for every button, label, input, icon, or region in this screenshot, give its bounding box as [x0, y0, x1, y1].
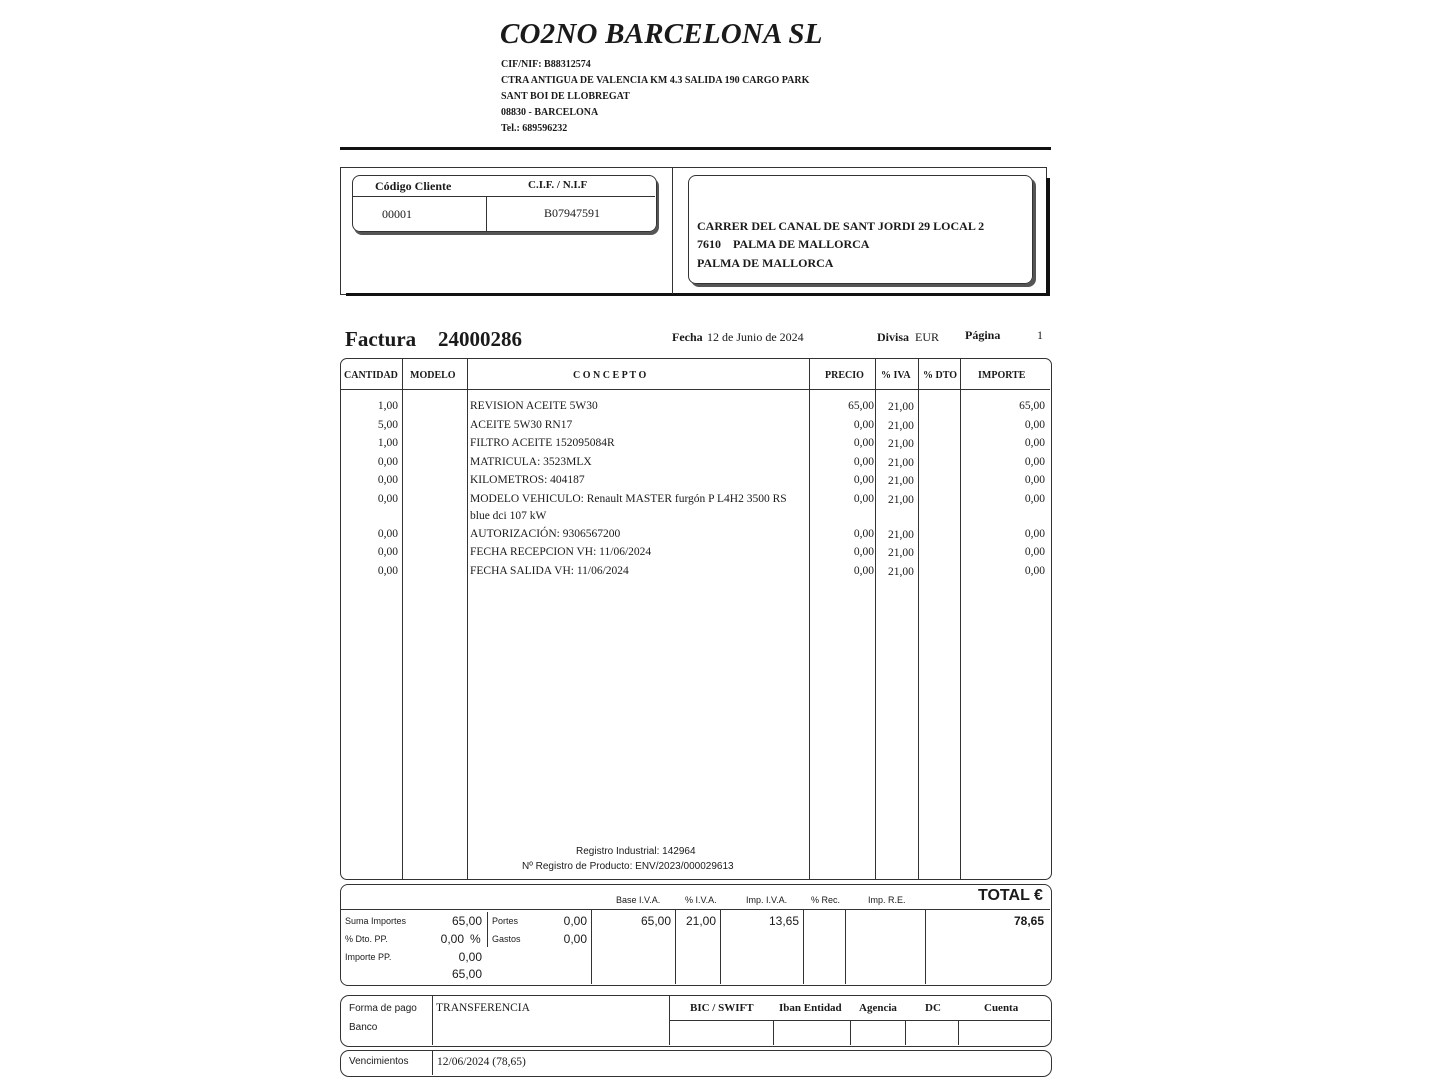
dto-pp-label: % Dto. PP. — [345, 934, 388, 944]
row-precio: 65,00 — [848, 400, 874, 412]
row-cantidad: 1,00 — [377, 400, 398, 412]
row-iva: 21,00 — [888, 419, 914, 432]
row-concepto: FILTRO ACEITE 152095084R — [470, 437, 615, 449]
row-iva: 21,00 — [888, 547, 914, 559]
company-name: CO2NO BARCELONA SL — [500, 18, 823, 50]
client-address-zip: 7610 — [697, 237, 721, 251]
col-divider — [960, 359, 961, 879]
company-postal: 08830 - BARCELONA — [501, 107, 599, 118]
row-importe: 0,00 — [1024, 418, 1045, 431]
row-precio: 0,00 — [853, 437, 874, 449]
suma-importes-label: Suma Importes — [345, 916, 407, 926]
row-importe: 0,00 — [1024, 474, 1045, 486]
portes-label: Portes — [492, 916, 519, 926]
dc-label: DC — [925, 1002, 941, 1014]
header-divider — [340, 147, 1051, 150]
dto-pp-percent: % — [470, 932, 481, 946]
row-concepto: FECHA SALIDA VH: 11/06/2024 — [470, 564, 629, 577]
row-iva: 21,00 — [888, 565, 914, 578]
client-address-line3: PALMA DE MALLORCA — [697, 256, 834, 270]
imp-iva: 13,65 — [768, 914, 799, 928]
row-importe: 0,00 — [1024, 546, 1045, 558]
row-cantidad: 1,00 — [377, 437, 398, 449]
col-divider — [875, 359, 876, 879]
row-importe: 0,00 — [1024, 564, 1045, 577]
payment-divider — [850, 1020, 851, 1045]
total-amount: 78,65 — [1013, 914, 1044, 928]
header-dto: % DTO — [923, 370, 957, 381]
dto-pp: 0,00 — [440, 932, 464, 946]
payment-divider — [773, 1020, 774, 1045]
row-iva: 21,00 — [888, 456, 914, 469]
client-code: 00001 — [382, 207, 412, 221]
base-iva: 65,00 — [640, 914, 671, 928]
payment-divider — [432, 996, 433, 1045]
currency-label: Divisa — [877, 330, 910, 344]
row-cantidad: 0,00 — [377, 546, 398, 558]
row-importe: 65,00 — [1019, 400, 1045, 412]
col-divider — [402, 359, 403, 879]
registro-producto: Nº Registro de Producto: ENV/2023/000029613 — [522, 861, 734, 872]
row-concepto: FECHA RECEPCION VH: 11/06/2024 — [470, 546, 652, 558]
client-cif: B07947591 — [544, 206, 601, 220]
subtotal: 65,00 — [451, 967, 482, 981]
col-divider — [918, 359, 919, 879]
row-precio: 0,00 — [853, 474, 874, 486]
row-precio: 0,00 — [853, 546, 874, 558]
pct-iva: 21,00 — [686, 914, 717, 928]
row-concepto: MATRICULA: 3523MLX — [470, 455, 592, 468]
iban-label: Iban Entidad — [779, 1002, 842, 1014]
client-id-box-col — [486, 196, 487, 231]
header-importe: IMPORTE — [978, 370, 1026, 381]
col-divider — [809, 359, 810, 879]
row-iva: 21,00 — [888, 528, 914, 541]
row-cantidad: 0,00 — [377, 527, 398, 540]
payment-divider — [905, 1020, 906, 1045]
payment-rule — [669, 1020, 1050, 1021]
totals-divider — [845, 909, 846, 984]
portes: 0,00 — [563, 914, 587, 928]
importe-pp: 0,00 — [458, 950, 482, 964]
vencimientos-divider — [432, 1051, 433, 1075]
client-section-shadow-bottom — [346, 293, 1050, 296]
header-concepto: C O N C E P T O — [573, 370, 647, 381]
suma-importes: 65,00 — [451, 914, 482, 928]
col-divider — [467, 359, 468, 879]
client-id-box-rule — [353, 196, 655, 197]
company-city: SANT BOI DE LLOBREGAT — [501, 91, 630, 102]
gastos: 0,00 — [563, 932, 587, 946]
row-cantidad: 0,00 — [377, 492, 398, 505]
items-table-header-rule — [341, 389, 1050, 390]
row-precio: 0,00 — [853, 527, 874, 540]
imp-re-label: Imp. R.E. — [868, 895, 906, 905]
page-label: Página — [965, 328, 1001, 342]
agencia-label: Agencia — [859, 1002, 897, 1014]
invoice-label: Factura — [345, 327, 417, 351]
registro-industrial: Registro Industrial: 142964 — [576, 846, 696, 857]
client-address-city: PALMA DE MALLORCA — [733, 237, 870, 251]
row-concepto: ACEITE 5W30 RN17 — [470, 418, 573, 431]
row-cantidad: 0,00 — [377, 474, 398, 486]
header-iva: % IVA — [881, 370, 911, 381]
row-iva: 21,00 — [888, 493, 914, 506]
forma-pago-label: Forma de pago — [349, 1003, 417, 1014]
bic-label: BIC / SWIFT — [690, 1002, 754, 1014]
totals-divider — [925, 909, 926, 984]
totals-divider — [675, 909, 676, 984]
imp-iva-label: Imp. I.V.A. — [746, 895, 788, 905]
vencimientos-label: Vencimientos — [349, 1056, 409, 1067]
totals-divider — [803, 909, 804, 984]
company-cif: CIF/NIF: B88312574 — [501, 59, 591, 70]
row-importe: 0,00 — [1024, 455, 1045, 468]
company-address: CTRA ANTIGUA DE VALENCIA KM 4.3 SALIDA 190 CARGO PARK — [501, 75, 810, 86]
row-concepto: AUTORIZACIÓN: 9306567200 — [470, 527, 621, 540]
total-label: TOTAL € — [978, 887, 1043, 904]
payment-divider — [958, 1020, 959, 1045]
currency-value: EUR — [915, 330, 939, 344]
client-section-divider — [672, 167, 673, 294]
row-cantidad: 5,00 — [377, 418, 398, 431]
row-precio: 0,00 — [853, 492, 874, 505]
page-number: 1 — [1037, 328, 1043, 342]
row-cantidad: 0,00 — [377, 564, 398, 577]
forma-pago: TRANSFERENCIA — [436, 1002, 530, 1014]
invoice-date: 12 de Junio de 2024 — [707, 330, 804, 344]
base-iva-label: Base I.V.A. — [616, 895, 661, 905]
totals-divider — [720, 909, 721, 984]
items-table — [340, 358, 1052, 880]
date-label: Fecha — [672, 330, 703, 344]
totals-header-rule — [341, 909, 1050, 910]
row-concepto-cont: blue dci 107 kW — [470, 509, 547, 522]
row-iva: 21,00 — [888, 438, 914, 450]
row-concepto: REVISION ACEITE 5W30 — [470, 400, 598, 412]
row-precio: 0,00 — [853, 418, 874, 431]
row-iva: 21,00 — [888, 401, 914, 413]
row-importe: 0,00 — [1024, 437, 1045, 449]
pct-iva-label: % I.V.A. — [685, 895, 717, 905]
client-section-shadow — [1046, 178, 1050, 296]
cuenta-label: Cuenta — [984, 1002, 1019, 1014]
row-iva: 21,00 — [888, 475, 914, 487]
header-modelo: MODELO — [410, 370, 456, 381]
pct-rec-label: % Rec. — [811, 895, 841, 905]
client-code-label: Código Cliente — [375, 179, 452, 193]
vencimientos-value: 12/06/2024 (78,65) — [437, 1056, 526, 1068]
gastos-label: Gastos — [492, 934, 521, 944]
row-importe: 0,00 — [1024, 527, 1045, 540]
importe-pp-label: Importe PP. — [345, 952, 392, 962]
totals-divider-small — [487, 912, 488, 947]
row-precio: 0,00 — [853, 564, 874, 577]
totals-divider — [591, 909, 592, 984]
client-address-line1: CARRER DEL CANAL DE SANT JORDI 29 LOCAL 2 — [697, 219, 985, 233]
banco-label: Banco — [349, 1022, 378, 1033]
company-phone: Tel.: 689596232 — [501, 123, 568, 134]
row-importe: 0,00 — [1024, 492, 1045, 505]
row-precio: 0,00 — [853, 455, 874, 468]
client-cif-label: C.I.F. / N.I.F — [528, 179, 588, 191]
row-concepto: MODELO VEHICULO: Renault MASTER furgón P L4H2 3500 RS — [470, 492, 787, 505]
header-cantidad: CANTIDAD — [344, 370, 398, 381]
row-concepto: KILOMETROS: 404187 — [470, 474, 585, 486]
row-cantidad: 0,00 — [377, 455, 398, 468]
header-precio: PRECIO — [825, 370, 864, 381]
invoice-number: 24000286 — [438, 327, 522, 351]
